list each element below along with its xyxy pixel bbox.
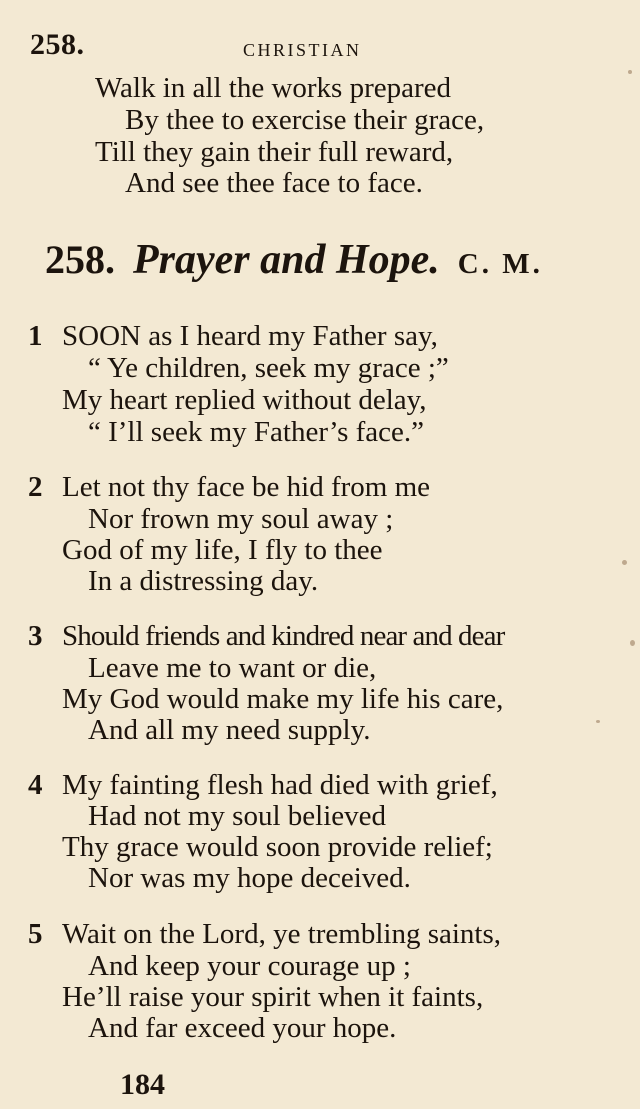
hymn-title: Prayer and Hope.	[133, 237, 440, 283]
verse-number: 2	[28, 471, 43, 503]
verse-line: My God would make my life his care,	[62, 683, 504, 715]
verse-number: 3	[28, 620, 43, 652]
verse-line: And keep your courage up ;	[88, 950, 411, 982]
page-number: 184	[120, 1068, 165, 1101]
verse-number: 5	[28, 918, 43, 950]
paper-speck	[628, 70, 632, 74]
verse-line: And far exceed your hope.	[88, 1012, 397, 1044]
verse-line: “ Ye children, seek my grace ;”	[88, 352, 449, 384]
verse-line: Nor frown my soul away ;	[88, 503, 394, 535]
verse-line: Thy grace would soon provide relief;	[62, 831, 493, 863]
hymn-heading	[45, 236, 543, 284]
verse-line: Let not thy face be hid from me	[62, 471, 431, 503]
hymn-number: 258.	[45, 237, 115, 282]
header-hymn-number: 258.	[30, 28, 85, 61]
verse-line: Nor was my hope deceived.	[88, 862, 411, 894]
carryover-line: Walk in all the works prepared	[95, 72, 452, 104]
verse-number: 4	[28, 769, 43, 801]
verse-line: God of my life, I fly to thee	[62, 534, 383, 566]
verse-line: Wait on the Lord, ye trembling saints,	[62, 918, 502, 950]
verse-number: 1	[28, 320, 43, 352]
verse-line: He’ll raise your spirit when it faints,	[62, 981, 484, 1013]
verse-line: In a distressing day.	[88, 565, 319, 597]
verse-line: Leave me to want or die,	[88, 652, 377, 684]
verse-line: Should friends and kindred near and dear	[62, 620, 505, 652]
carryover-line: By thee to exercise their grace,	[125, 104, 485, 136]
verse-line: Had not my soul believed	[88, 800, 387, 832]
carryover-line: And see thee face to face.	[125, 167, 423, 199]
verse-line: “ I’ll seek my Father’s face.”	[88, 416, 425, 448]
hymn-meter: C. M.	[457, 248, 543, 280]
paper-speck	[630, 640, 635, 646]
verse-line: And all my need supply.	[88, 714, 371, 746]
carryover-line: Till they gain their full reward,	[95, 136, 454, 168]
verse-line: SOON as I heard my Father say,	[62, 320, 438, 352]
verse-line: My fainting flesh had died with grief,	[62, 769, 498, 801]
paper-speck	[596, 720, 600, 723]
running-header-title: CHRISTIAN	[243, 40, 362, 60]
verse-line: My heart replied without delay,	[62, 384, 427, 416]
paper-speck	[622, 560, 627, 565]
